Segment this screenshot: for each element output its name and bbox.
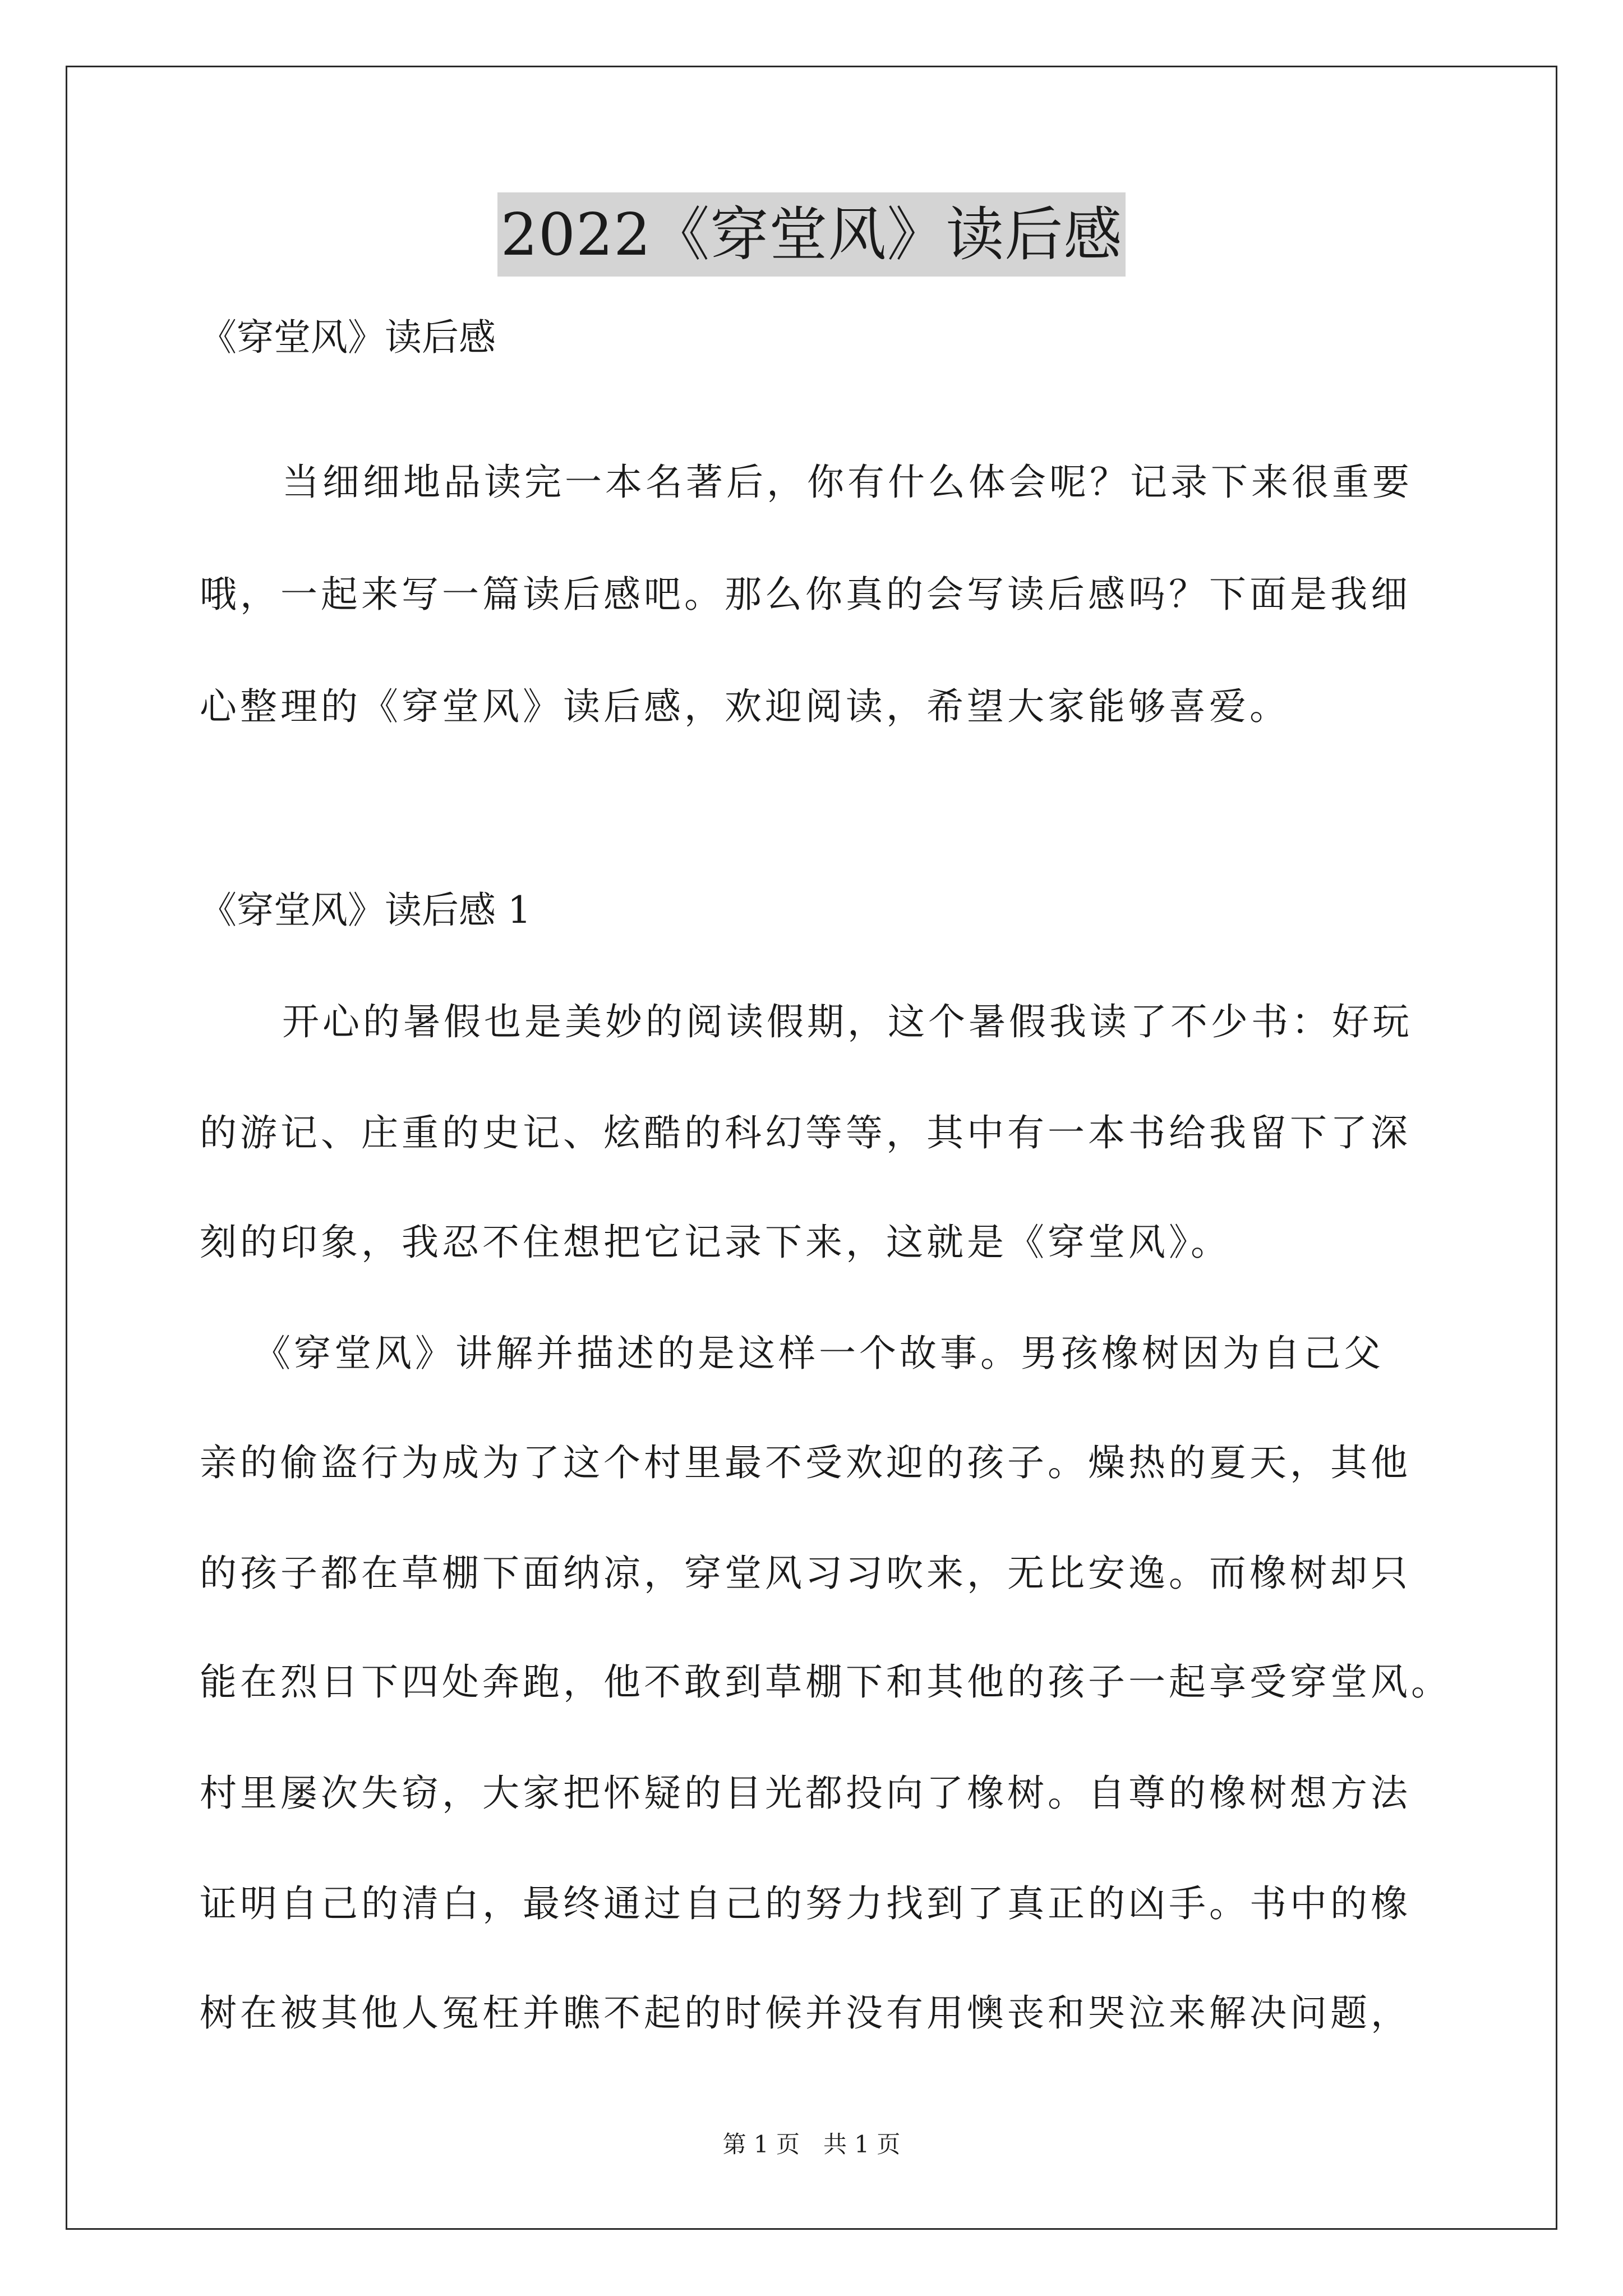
section-heading-intro: 《穿堂风》读后感 [200,316,496,359]
para2-line-5: 村里屡次失窃，大家把怀疑的目光都投向了橡树。自尊的橡树想方法 [200,1772,1411,1815]
para2-line-4: 能在烈日下四处奔跑，他不敢到草棚下和其他的孩子一起享受穿堂风。 [200,1660,1451,1704]
intro-line-3: 心整理的《穿堂风》读后感，欢迎阅读，希望大家能够喜爱。 [200,685,1290,728]
para2-line-3: 的孩子都在草棚下面纳凉，穿堂风习习吹来，无比安逸。而橡树却只 [200,1552,1411,1595]
section-heading-1: 《穿堂风》读后感 1 [200,889,531,932]
para2-line-6: 证明自己的清白，最终通过自己的努力找到了真正的凶手。书中的橡 [200,1882,1411,1925]
para1-line-3: 刻的印象，我忍不住想把它记录下来，这就是《穿堂风》。 [200,1221,1231,1264]
intro-line-1: 当细细地品读完一本名著后，你有什么体会呢？记录下来很重要 [282,461,1413,504]
para1-line-1: 开心的暑假也是美妙的阅读假期，这个暑假我读了不少书：好玩 [282,1000,1413,1043]
page-footer: 第 1 页 共 1 页 [722,2131,901,2158]
title-container [0,192,1623,277]
document-title: 2022《穿堂风》读后感 [497,192,1126,277]
para2-line-7: 树在被其他人冤枉并瞧不起的时候并没有用懊丧和哭泣来解决问题， [200,1991,1411,2035]
para2-line-2: 亲的偷盗行为成为了这个村里最不受欢迎的孩子。燥热的夏天，其他 [200,1441,1411,1484]
para2-line-1: 《穿堂风》讲解并描述的是这样一个故事。男孩橡树因为自己父 [253,1332,1384,1375]
intro-line-2: 哦，一起来写一篇读后感吧。那么你真的会写读后感吗？下面是我细 [200,573,1411,616]
para1-line-2: 的游记、庄重的史记、炫酷的科幻等等，其中有一本书给我留下了深 [200,1111,1411,1154]
